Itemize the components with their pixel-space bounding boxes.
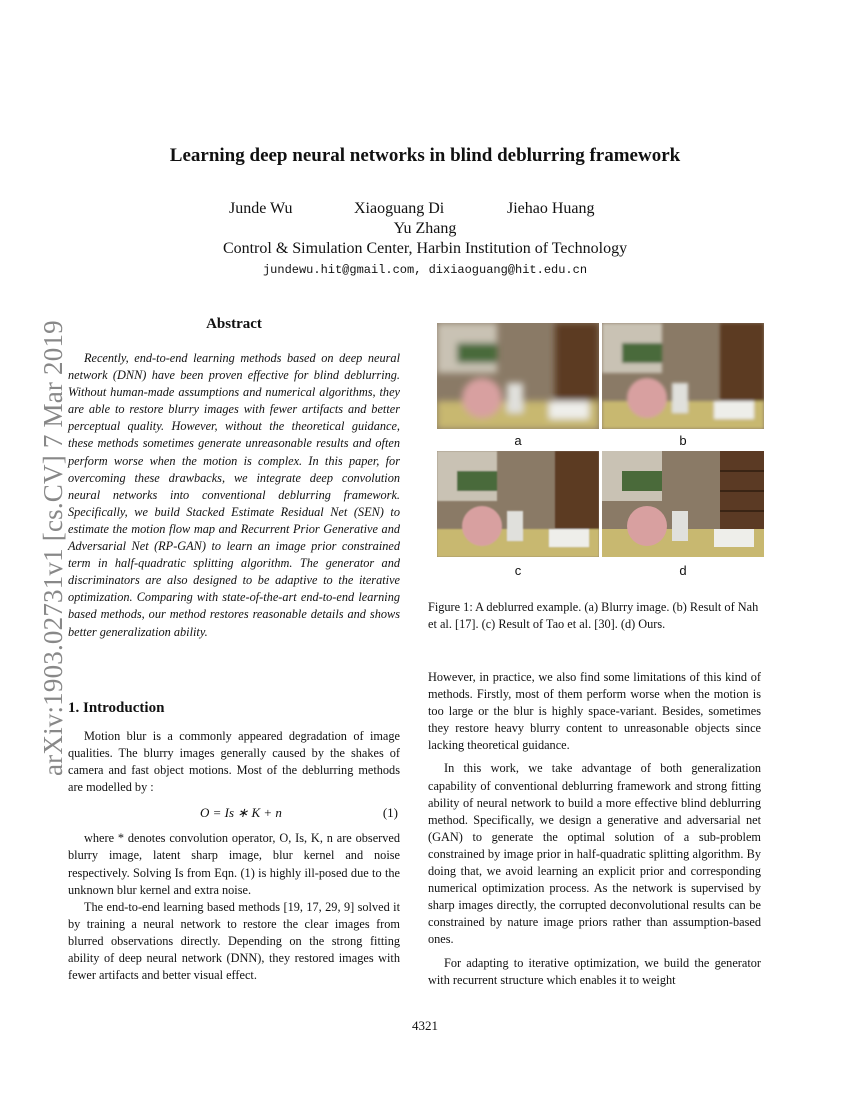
abstract-heading: Abstract xyxy=(206,316,262,332)
page-number: 4321 xyxy=(412,1018,438,1033)
arxiv-stamp xyxy=(8,296,68,776)
paragraph: However, in practice, we also find some limitations of this kind of methods. Firstly, most of them perform worse when the motion is too large or the blur is highly space-variant. Besides, sometimes they restore heavy blurry content to unreasonable objects since lacking theoretical guidance. xyxy=(428,670,761,753)
right-column-body xyxy=(428,669,761,995)
abstract-text: Recently, end-to-end learning methods based on deep neural network (DNN) have been proven effective for blind deblurring. Without human-made assumptions and numerical algorithms, they are able to restore blurry images with fewer artifacts and better perceptual quality. However, without the theoretical guidance, these methods sometimes generate unreasonable results and often perform worse when the motion is complex. In this paper, for overcoming these drawbacks, we integrate deep convolution neural networks into conventional deblurring framework. Specifically, we build Stacked Estimate Residual Net (SEN) to estimate the motion flow map and Recurrent Prior Generative and Adversarial Net (RP-GAN) to learn an image prior constrained term in half-quadratic splitting algorithm. The generator and discriminators are also designed to be adaptive to the iterative optimization. Comparing with state-of-the-art end-to-end learning based methods, our method restores reasonable details and shows better generalization ability. xyxy=(68,351,400,639)
figure-panel-label: a xyxy=(514,433,522,448)
figure-panel-b-nah-result xyxy=(602,323,764,429)
section-heading-introduction: 1. Introduction xyxy=(68,700,165,716)
paragraph: The end-to-end learning based methods [19, 17, 29, 9] solved it by training a neural network to restore the clear images from blurred observations directly. Depending on the strong fitting ability of deep neural network (DNN), they restored images with fewer artifacts and better visual effect. xyxy=(68,899,400,983)
paragraph: where * denotes convolution operator, O, Is, K, n are observed blurry image, latent sharp image, blur kernel and noise respectively. Solving Is from Eqn. (1) is highly ill-posed due to the unknown blur kernel and extra noise. xyxy=(68,831,400,897)
equation-1 xyxy=(68,796,400,830)
affiliation: Control & Simulation Center, Harbin Institution of Technology xyxy=(222,240,628,257)
author-list xyxy=(0,200,850,222)
arxiv-stamp-text: arXiv:1903.02731v1 [cs.CV] 7 Mar 2019 xyxy=(38,320,68,776)
figure-panel-a-blurry-image xyxy=(437,323,599,429)
equation-body: O = Is ∗ K + n xyxy=(200,805,282,821)
author-name: Jiehao Huang xyxy=(507,200,595,217)
paragraph: In this work, we take advantage of both generalization capability of conventional deblurring framework and strong fitting ability of neural network to build a more effective blind deblurring method. Specifically, we design a generative and adversarial net (GAN) to generate the optimal solution of a sub-problem constrained by image prior in half-quadratic splitting algorithm. By doing that, we avoid learning an explicit prior and corresponding numerical optimization process. As the network is supervised by sharp images directly, the corrupted deconvolutional results can be constrained by nature image priors rather than assumption-based ones. xyxy=(428,761,761,947)
author-name: Xiaoguang Di xyxy=(354,200,445,217)
author-name: Yu Zhang xyxy=(393,220,457,237)
figure-panel-c-tao-result xyxy=(437,451,599,557)
paragraph: Motion blur is a commonly appeared degradation of image qualities. The blurry images generally caused by the shakes of camera and fast object motions. Most of the deblurring methods are modelled by : xyxy=(68,729,400,795)
figure-panel-label: c xyxy=(514,563,522,578)
figure-panel-label: d xyxy=(679,563,687,578)
paper-title: Learning deep neural networks in blind deblurring framework xyxy=(169,145,681,166)
figure-1 xyxy=(437,323,764,585)
author-name: Junde Wu xyxy=(229,200,293,217)
equation-number: (1) xyxy=(382,805,398,821)
figure-panel-d-ours-result xyxy=(602,451,764,557)
author-emails: jundewu.hit@gmail.com, dixiaoguang@hit.edu.cn xyxy=(262,263,588,277)
figure-panel-label: b xyxy=(679,433,687,448)
figure-caption: Figure 1: A deblurred example. (a) Blurry image. (b) Result of Nah et al. [17]. (c) Result of Tao et al. [30]. (d) Ours. xyxy=(428,600,759,632)
paragraph: For adapting to iterative optimization, we build the generator with recurrent structure which enables it to weight xyxy=(428,955,761,987)
introduction-body xyxy=(68,728,400,984)
